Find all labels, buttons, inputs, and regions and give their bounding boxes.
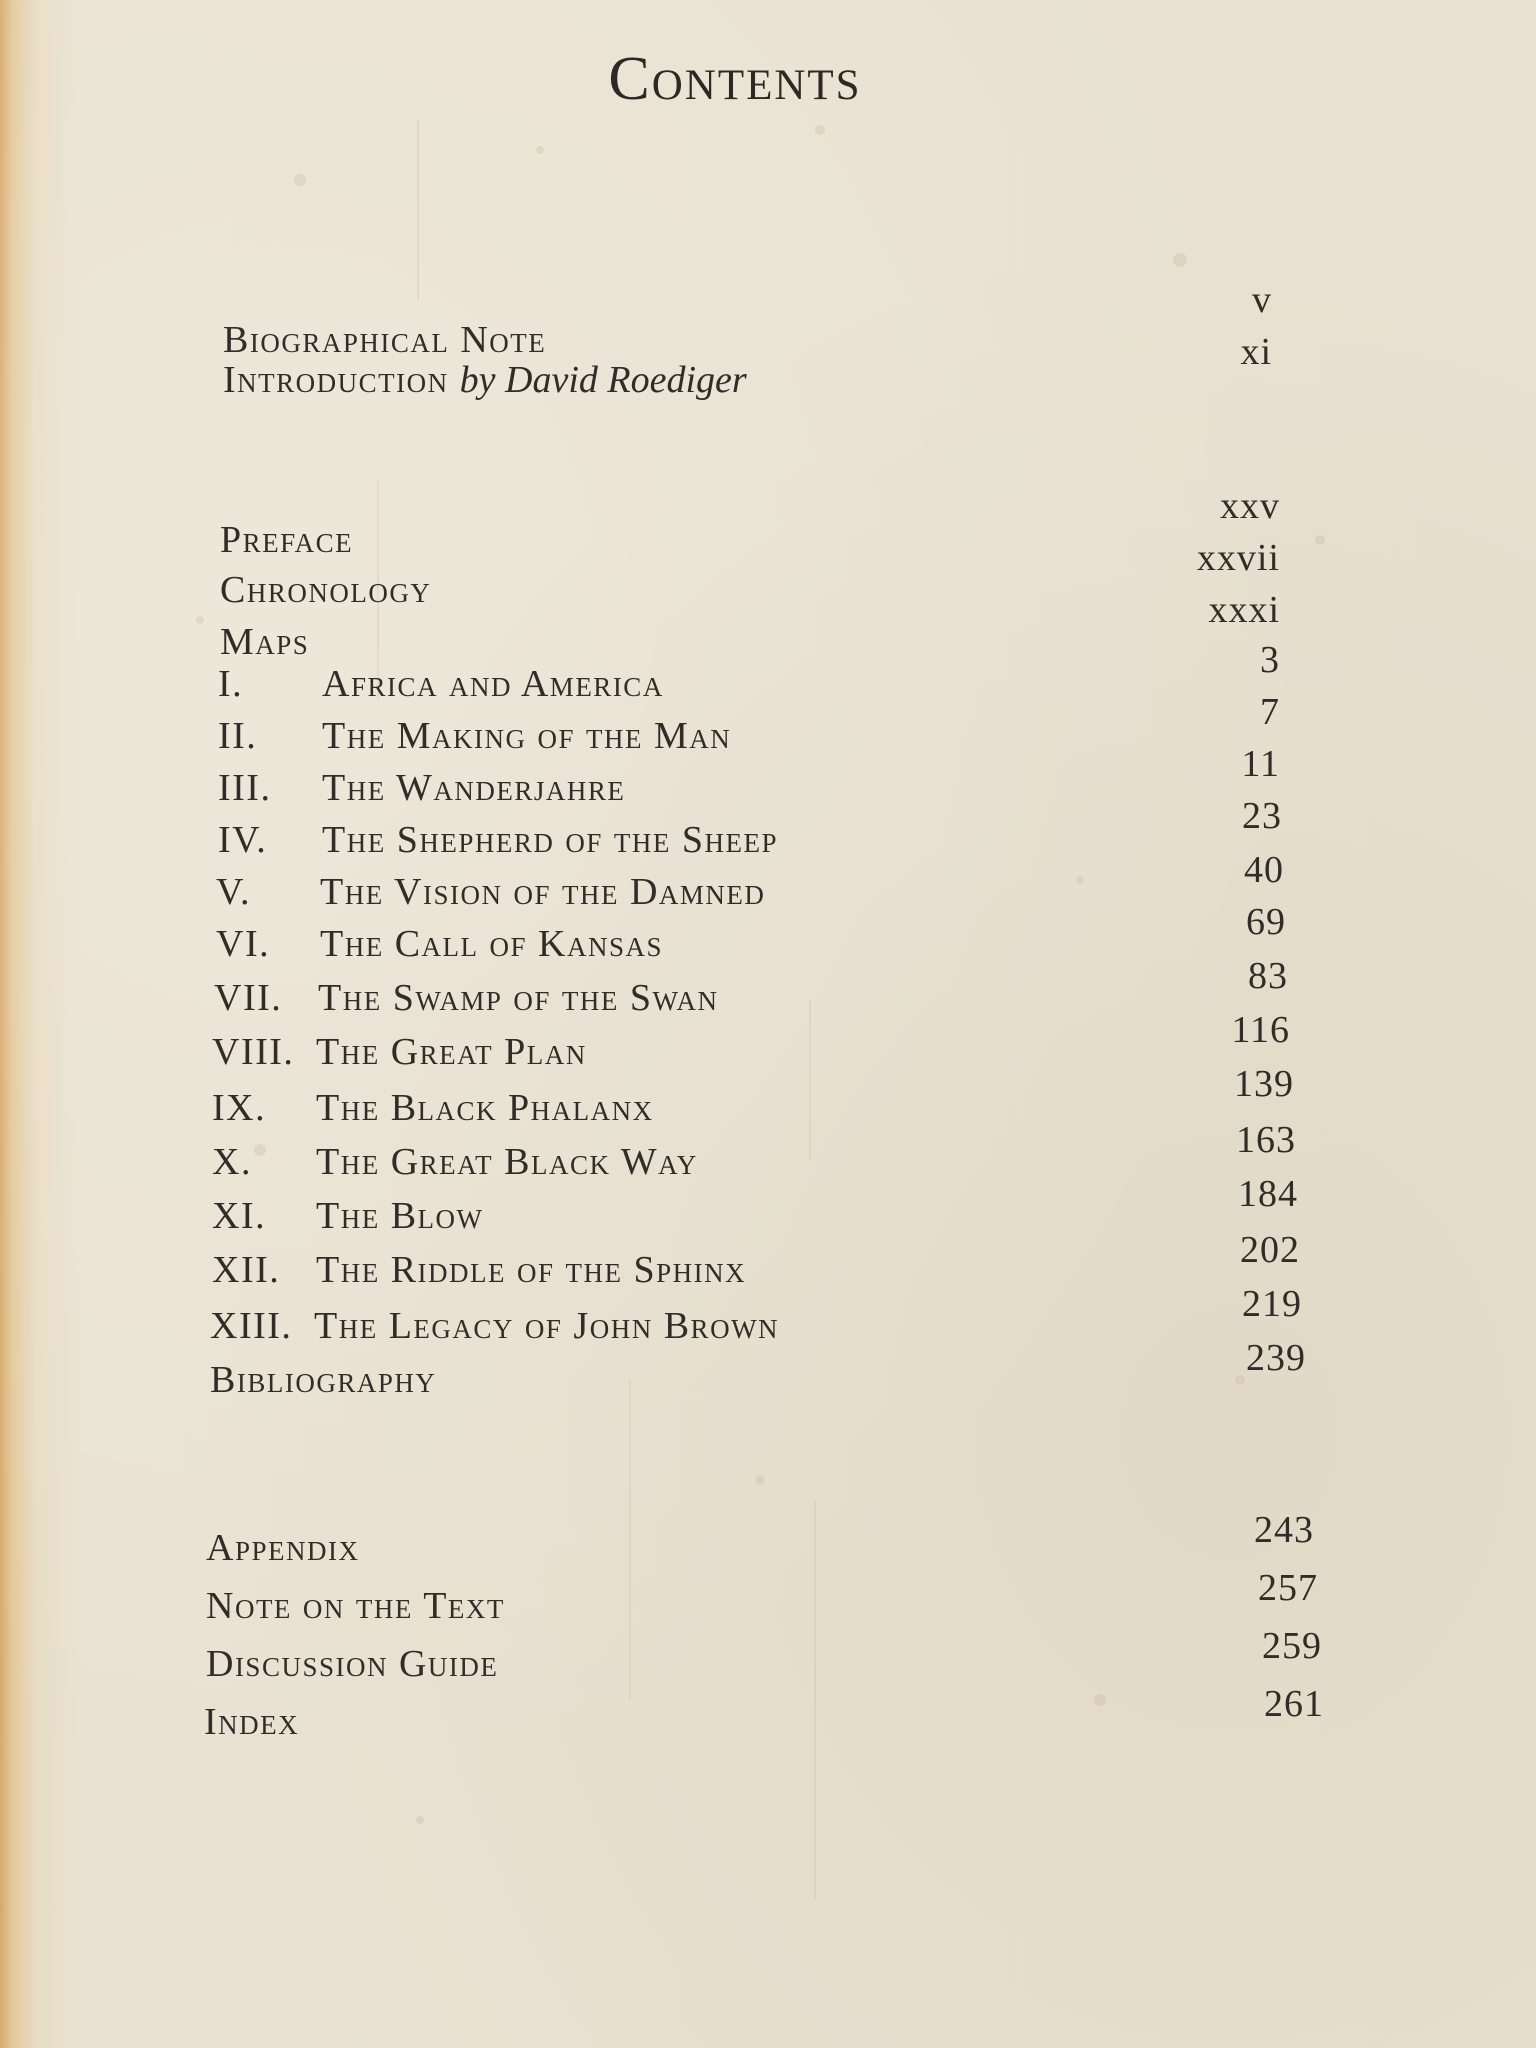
- chapter-number: IV.: [218, 819, 268, 861]
- chapter-number: VI.: [216, 923, 271, 965]
- introduction-author: by David Roediger: [459, 359, 747, 401]
- chapter-title: The Shepherd of the Sheep: [322, 819, 778, 861]
- toc-page-number: 83: [1248, 955, 1288, 997]
- chapter-number: II.: [218, 715, 258, 757]
- toc-entry-note-on-text: [206, 1584, 505, 1628]
- toc-page-number: xxxi: [1208, 589, 1280, 631]
- toc-chapter: [214, 976, 718, 1020]
- toc-entry-label: Biographical Note: [223, 319, 547, 361]
- toc-entry-discussion-guide: [206, 1642, 498, 1686]
- chapter-number: XIII.: [210, 1305, 293, 1347]
- chapter-title: The Legacy of John Brown: [314, 1305, 780, 1347]
- toc-page-number: 184: [1238, 1173, 1298, 1215]
- toc-page-number: v: [1252, 279, 1272, 321]
- chapter-number: V.: [216, 871, 252, 913]
- toc-chapter: [212, 1248, 746, 1292]
- chapter-title: The Making of the Man: [322, 715, 732, 757]
- chapter-title: The Swamp of the Swan: [318, 977, 719, 1019]
- toc-entry-chronology: [220, 568, 431, 612]
- toc-page-number: 69: [1246, 901, 1286, 943]
- toc-page-number: 257: [1258, 1567, 1318, 1609]
- toc-chapter: [212, 1086, 654, 1130]
- toc-page-number: 243: [1254, 1509, 1314, 1551]
- chapter-number: IX.: [212, 1087, 267, 1129]
- toc-chapter: [218, 766, 625, 810]
- chapter-title: The Great Black Way: [316, 1141, 698, 1183]
- toc-page-number: xxvii: [1196, 537, 1280, 579]
- toc-entry-label: Chronology: [220, 569, 432, 611]
- chapter-title: Africa and America: [322, 663, 664, 705]
- toc-entry-label: Index: [204, 1701, 300, 1743]
- chapter-number: X.: [212, 1141, 252, 1183]
- chapter-number: VIII.: [212, 1031, 295, 1073]
- toc-page-number: 116: [1231, 1009, 1290, 1051]
- toc-entry-label: Discussion Guide: [206, 1643, 499, 1685]
- page-title: Contents: [608, 45, 862, 113]
- toc-chapter: [212, 1194, 484, 1238]
- toc-page-number: 7: [1260, 691, 1280, 733]
- toc-entry-introduction: [223, 358, 747, 402]
- toc-page-number: 11: [1241, 743, 1280, 785]
- toc-page-number: 40: [1244, 849, 1284, 891]
- chapter-title: The Blow: [316, 1195, 484, 1237]
- toc-entry-index: [204, 1700, 299, 1744]
- toc-entry-bibliography: [210, 1358, 436, 1402]
- toc-chapter: [218, 714, 731, 758]
- chapter-number: XII.: [212, 1249, 281, 1291]
- toc-entry-maps: [220, 620, 309, 664]
- chapter-number: III.: [218, 767, 272, 809]
- chapter-number: I.: [218, 663, 244, 705]
- toc-page-number: 219: [1242, 1283, 1302, 1325]
- toc-page-number: 239: [1246, 1337, 1306, 1379]
- toc-page-number: 261: [1264, 1683, 1324, 1725]
- toc-entry-label: Bibliography: [210, 1359, 437, 1401]
- toc-page-number: 3: [1260, 639, 1280, 681]
- chapter-title: The Riddle of the Sphinx: [316, 1249, 747, 1291]
- toc-entry-label: Preface: [220, 519, 354, 561]
- toc-page-number: xxv: [1220, 485, 1280, 527]
- toc-page-number: xi: [1240, 331, 1272, 373]
- toc-entry-preface: [220, 518, 353, 562]
- chapter-number: XI.: [212, 1195, 267, 1237]
- chapter-title: The Vision of the Damned: [320, 871, 766, 913]
- toc-page-number: 259: [1262, 1625, 1322, 1667]
- chapter-number: VII.: [214, 977, 283, 1019]
- toc-chapter: [212, 1140, 698, 1184]
- toc-chapter: [216, 922, 663, 966]
- toc-chapter: [212, 1030, 587, 1074]
- toc-entry-label: Note on the Text: [206, 1585, 505, 1627]
- toc-page-number: 139: [1234, 1063, 1294, 1105]
- toc-chapter: [218, 818, 778, 862]
- chapter-title: The Great Plan: [316, 1031, 587, 1073]
- toc-chapter: [210, 1304, 779, 1348]
- chapter-title: The Wanderjahre: [322, 767, 626, 809]
- toc-chapter: [218, 662, 664, 706]
- toc-entry-label: Maps: [220, 621, 310, 663]
- chapter-title: The Call of Kansas: [320, 923, 664, 965]
- toc-page-number: 23: [1242, 795, 1282, 837]
- toc-chapter: [216, 870, 765, 914]
- toc-entry-appendix: [206, 1526, 359, 1570]
- toc-entry-label: Introduction: [223, 359, 449, 401]
- toc-page-number: 202: [1240, 1229, 1300, 1271]
- toc-page-number: 163: [1236, 1119, 1296, 1161]
- chapter-title: The Black Phalanx: [316, 1087, 654, 1129]
- toc-entry-label: Appendix: [206, 1527, 360, 1569]
- toc-entry-biographical-note: [223, 318, 546, 362]
